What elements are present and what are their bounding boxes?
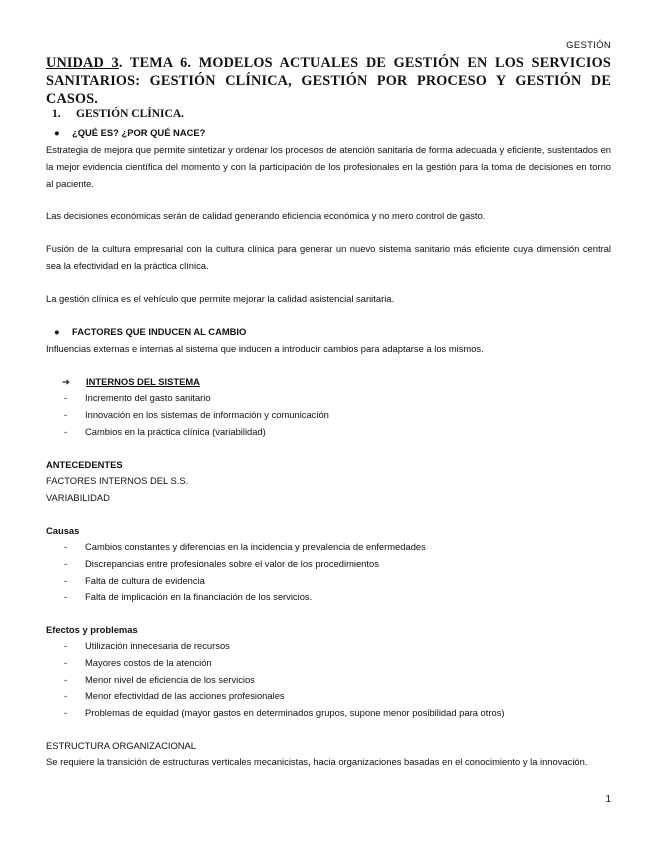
bullet-icon: ●: [54, 326, 60, 337]
factores-heading: [46, 323, 611, 340]
internos-heading: [46, 373, 611, 390]
factores-text: Influencias externas e internas al sistema que inducen a introducir cambios para adaptarse a los mismos.: [46, 343, 484, 354]
antecedentes-line: VARIABILIDAD: [46, 492, 110, 503]
list-item: - Utilización innecesaria de recursos: [64, 640, 230, 651]
paragraph-decisiones: Las decisiones económicas serán de calidad generando eficiencia económica y no mero control de gasto.: [46, 210, 486, 221]
antecedentes-line: FACTORES INTERNOS DEL S.S.: [46, 475, 189, 486]
list-item: - Falta de cultura de evidencia: [64, 575, 205, 586]
paragraph-definition: Estrategia de mejora que permite sintetizar y ordenar los procesos de atención sanitaria de forma adecuada y eficiente, sustentados en la mejor evidencia científica del momento y con la participación de los profesionales en la gestión para la toma de decisiones en torno al paciente.: [46, 144, 611, 189]
title-rest: . TEMA 6. MODELOS ACTUALES DE GESTIÓN EN LOS SERVICIOS SANITARIOS: GESTIÓN CLÍNICA, GESTIÓN POR PROCESO Y GESTIÓN DE CASOS.: [46, 55, 611, 107]
list-item: - Problemas de equidad (mayor gastos en determinados grupos, supone menor posibilidad para otros): [64, 707, 505, 718]
question-heading: [46, 124, 611, 141]
internos-title: INTERNOS DEL SISTEMA: [86, 376, 200, 387]
list-item: - Falta de implicación en la financiación de los servicios.: [64, 591, 313, 602]
list-item: - Incremento del gasto sanitario: [64, 392, 211, 403]
title-unit: UNIDAD 3: [46, 55, 119, 71]
efectos-heading: Efectos y problemas: [46, 624, 138, 635]
document-page: [46, 0, 611, 848]
list-item: - Cambios en la práctica clínica (variabilidad): [64, 426, 266, 437]
paragraph-fusion: Fusión de la cultura empresarial con la cultura clínica para generar un nuevo sistema sanitario más eficiente cuya dimensión central sea la efectividad en la práctica clínica.: [46, 243, 611, 271]
list-item: - Mayores costos de la atención: [64, 657, 212, 668]
page-title: [46, 54, 611, 108]
list-item: - Discrepancias entre profesionales sobre el valor de los procedimientos: [64, 558, 379, 569]
causas-heading: Causas: [46, 525, 80, 536]
arrow-right-icon: ➔: [62, 376, 70, 387]
estructura-heading: ESTRUCTURA ORGANIZACIONAL: [46, 740, 197, 751]
antecedentes-heading: ANTECEDENTES: [46, 459, 123, 470]
paragraph-vehiculo: La gestión clínica es el vehículo que permite mejorar la calidad asistencial sanitaria.: [46, 293, 395, 304]
list-item: - Innovación en los sistemas de información y comunicación: [64, 409, 329, 420]
question-text: ¿QUÉ ES? ¿POR QUÉ NACE?: [72, 127, 206, 138]
list-item: - Cambios constantes y diferencias en la incidencia y prevalencia de enfermedades: [64, 541, 426, 552]
section-heading-gestion-clinica: [46, 106, 611, 123]
estructura-text: Se requiere la transición de estructuras verticales mecanicistas, hacia organizaciones basadas en el conocimiento y la innovación.: [46, 756, 588, 767]
section-title: GESTIÓN CLÍNICA.: [76, 108, 184, 120]
section-number: 1.: [52, 108, 61, 120]
running-header: GESTIÓN: [566, 40, 611, 51]
list-item: - Menor nivel de eficiencia de los servicios: [64, 674, 255, 685]
factores-title: FACTORES QUE INDUCEN AL CAMBIO: [72, 326, 247, 337]
list-item: - Menor efectividad de las acciones profesionales: [64, 690, 285, 701]
page-number: 1: [605, 794, 611, 805]
bullet-icon: ●: [54, 127, 60, 138]
